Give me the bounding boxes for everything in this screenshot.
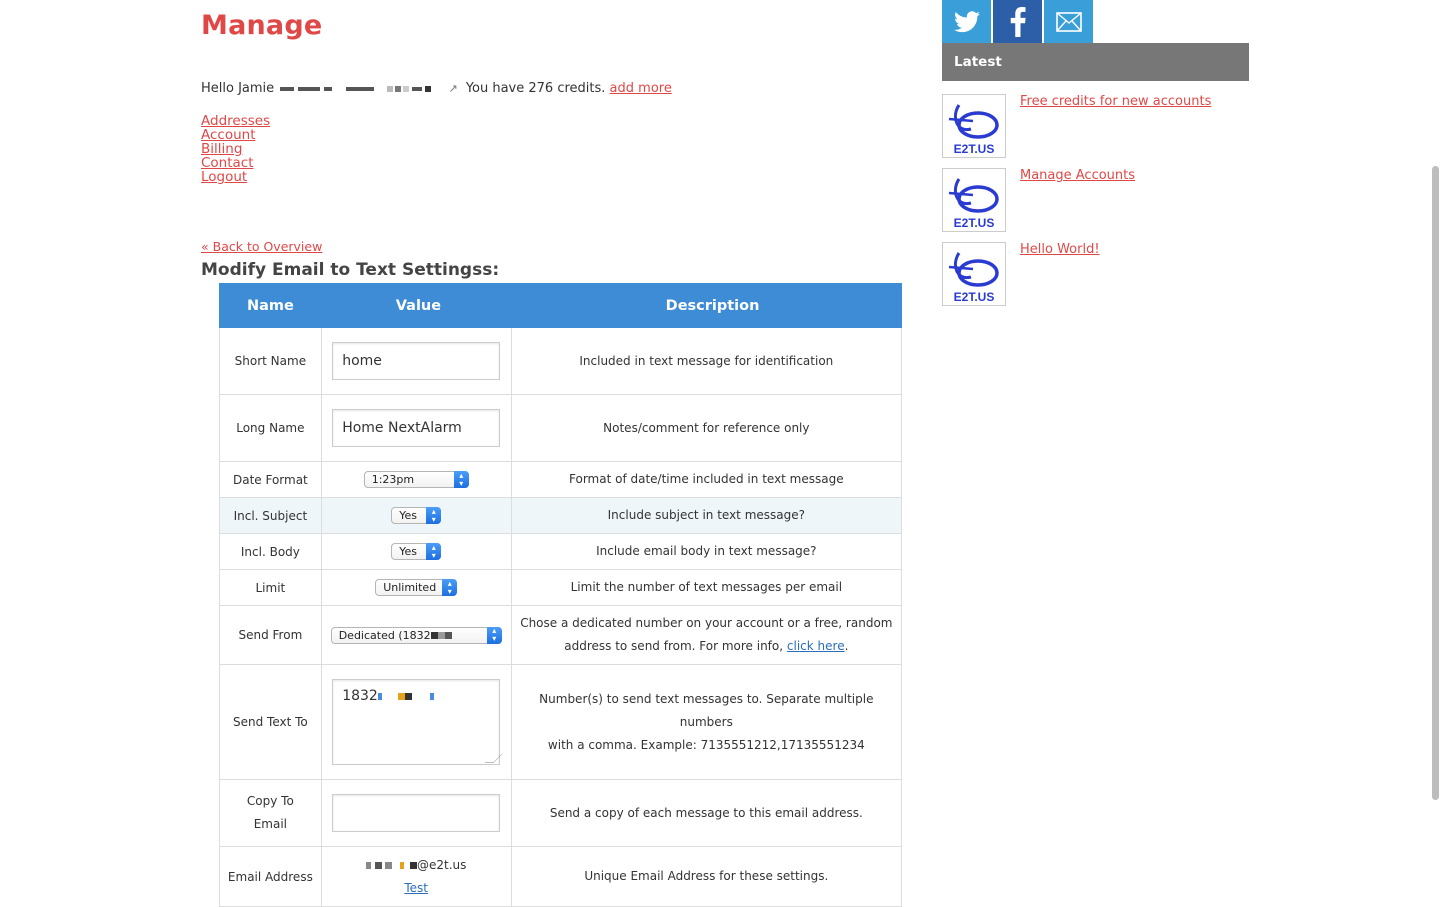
table-row bbox=[220, 570, 902, 606]
row-description bbox=[511, 606, 901, 665]
nav-link-addresses[interactable]: Addresses bbox=[201, 113, 271, 129]
row-description: Include email body in text message? bbox=[511, 534, 901, 570]
redacted-text bbox=[280, 87, 294, 91]
description-line: Number(s) to send text messages to. Separate multiple numbers bbox=[539, 691, 874, 729]
table-header-row bbox=[220, 284, 902, 328]
redacted-text bbox=[395, 86, 401, 92]
redacted-text bbox=[366, 862, 371, 869]
sidebar bbox=[942, 0, 1249, 304]
redacted-text bbox=[425, 86, 431, 92]
redacted-text bbox=[346, 87, 374, 91]
post-thumbnail[interactable] bbox=[942, 242, 1006, 306]
long-name-input[interactable]: Home NextAlarm bbox=[332, 409, 500, 447]
post-title[interactable]: Manage Accounts bbox=[1020, 168, 1136, 183]
send-text-to-textarea[interactable] bbox=[332, 679, 500, 765]
redacted-text bbox=[398, 693, 405, 700]
limit-select[interactable] bbox=[375, 579, 457, 596]
redacted-text bbox=[405, 693, 412, 700]
label-line: Copy To bbox=[246, 794, 294, 808]
include-body-select[interactable] bbox=[391, 543, 441, 560]
redacted-text bbox=[430, 693, 434, 700]
table-row bbox=[220, 395, 902, 462]
row-description: Include subject in text message? bbox=[511, 498, 901, 534]
table-row bbox=[220, 328, 902, 395]
section-title: Modify Email to Text Settingss: bbox=[201, 260, 500, 280]
email-address-value: @e2t.us bbox=[417, 857, 467, 872]
header-value: Value bbox=[321, 284, 511, 328]
e2t-logo-icon bbox=[943, 169, 1005, 231]
redacted-text bbox=[412, 87, 422, 91]
logo-text: E2T.US bbox=[953, 290, 995, 304]
redacted-text bbox=[431, 632, 438, 639]
select-value: 1:23pm bbox=[371, 473, 415, 486]
row-label: Date Format bbox=[220, 462, 322, 498]
row-label: Incl. Subject bbox=[220, 498, 322, 534]
facebook-icon bbox=[1010, 7, 1026, 37]
test-email-link[interactable]: Test bbox=[404, 880, 429, 895]
row-label: Short Name bbox=[220, 328, 322, 395]
click-here-link[interactable]: click here bbox=[786, 639, 845, 653]
credits-text: You have 276 credits. bbox=[465, 81, 606, 96]
nav-link-logout[interactable]: Logout bbox=[201, 169, 248, 185]
social-links bbox=[942, 0, 1249, 43]
row-label: Send From bbox=[220, 606, 322, 665]
redacted-text bbox=[385, 862, 392, 869]
redacted-text bbox=[387, 86, 393, 92]
select-value: Dedicated (1832 bbox=[338, 628, 431, 642]
logo-text: E2T.US bbox=[953, 216, 995, 230]
table-row bbox=[220, 534, 902, 570]
account-nav bbox=[201, 114, 270, 184]
select-value: Yes bbox=[399, 509, 417, 522]
select-value: Yes bbox=[399, 545, 417, 558]
back-to-overview-link[interactable]: « Back to Overview bbox=[201, 239, 323, 254]
row-label: Incl. Body bbox=[220, 534, 322, 570]
select-arrows-icon: ▴ ▾ bbox=[426, 507, 441, 524]
table-row bbox=[220, 606, 902, 665]
short-name-input[interactable]: home bbox=[332, 342, 500, 380]
row-label: Limit bbox=[220, 570, 322, 606]
row-description: Notes/comment for reference only bbox=[511, 395, 901, 462]
select-arrows-icon: ▴ ▾ bbox=[442, 579, 457, 596]
table-row bbox=[220, 665, 902, 780]
page-scrollbar[interactable] bbox=[1430, 0, 1440, 900]
latest-heading: Latest bbox=[942, 43, 1249, 81]
email-share-button[interactable] bbox=[1044, 0, 1093, 43]
scrollbar-thumb[interactable] bbox=[1432, 166, 1439, 800]
select-arrows-icon: ▴ ▾ bbox=[426, 543, 441, 560]
label-line: Email bbox=[253, 817, 288, 831]
row-description: Limit the number of text messages per email bbox=[511, 570, 901, 606]
greeting-line bbox=[201, 81, 672, 96]
e2t-logo-icon bbox=[943, 243, 1005, 305]
resize-grip-icon[interactable] bbox=[485, 754, 503, 763]
row-description: Format of date/time included in text message bbox=[511, 462, 901, 498]
table-row bbox=[220, 780, 902, 847]
post-title[interactable]: Free credits for new accounts bbox=[1020, 94, 1212, 109]
e2t-logo-icon bbox=[943, 95, 1005, 157]
table-row bbox=[220, 498, 902, 534]
twitter-button[interactable] bbox=[942, 0, 991, 43]
page-title: Manage bbox=[201, 10, 323, 41]
greeting-text: Hello Jamie bbox=[201, 81, 275, 96]
mail-icon bbox=[1056, 12, 1082, 32]
nav-link-account[interactable]: Account bbox=[201, 127, 256, 143]
redacted-text bbox=[403, 86, 409, 92]
post-thumbnail[interactable] bbox=[942, 168, 1006, 232]
description-line: with a comma. Example: 7135551212,17135551234 bbox=[547, 737, 865, 752]
date-format-select[interactable] bbox=[364, 471, 469, 488]
table-row bbox=[220, 462, 902, 498]
row-description: Unique Email Address for these settings. bbox=[511, 847, 901, 907]
select-arrows-icon: ▴ ▾ bbox=[487, 627, 502, 644]
add-more-credits-link[interactable]: add more bbox=[609, 81, 672, 96]
textarea-value: 1832 bbox=[342, 688, 378, 704]
description-line: Chose a dedicated number on your account or a free, random bbox=[520, 616, 893, 630]
row-description: Included in text message for identification bbox=[511, 328, 901, 395]
table-row bbox=[220, 847, 902, 907]
post-title[interactable]: Hello World! bbox=[1020, 242, 1100, 257]
facebook-button[interactable] bbox=[993, 0, 1042, 43]
redacted-text bbox=[324, 87, 332, 91]
header-name: Name bbox=[220, 284, 322, 328]
description-line: address to send from. For more info, bbox=[564, 639, 784, 653]
include-subject-select[interactable] bbox=[391, 507, 441, 524]
redacted-text bbox=[298, 87, 320, 91]
select-arrows-icon: ▴ ▾ bbox=[454, 471, 469, 488]
twitter-icon bbox=[954, 11, 980, 33]
redacted-text bbox=[400, 862, 404, 869]
arrow-icon: ↗ bbox=[448, 82, 458, 95]
row-label: Send Text To bbox=[220, 665, 322, 780]
select-value: Unlimited bbox=[383, 581, 437, 594]
nav-link-contact[interactable]: Contact bbox=[201, 155, 254, 171]
nav-link-billing[interactable]: Billing bbox=[201, 141, 243, 157]
punctuation: . bbox=[844, 639, 849, 653]
row-label: Long Name bbox=[220, 395, 322, 462]
copy-to-email-input[interactable] bbox=[332, 794, 500, 832]
row-label: Email Address bbox=[220, 847, 322, 907]
row-description: Send a copy of each message to this email address. bbox=[511, 780, 901, 847]
redacted-text bbox=[410, 862, 417, 869]
redacted-text bbox=[378, 693, 382, 700]
row-label bbox=[220, 780, 322, 847]
send-from-select[interactable] bbox=[331, 627, 502, 644]
logo-text: E2T.US bbox=[953, 142, 995, 156]
redacted-text bbox=[375, 862, 382, 869]
redacted-text bbox=[445, 632, 452, 639]
settings-table bbox=[219, 283, 902, 907]
post-thumbnail[interactable] bbox=[942, 94, 1006, 158]
row-description bbox=[511, 665, 901, 780]
redacted-text bbox=[438, 632, 445, 639]
header-description: Description bbox=[511, 284, 901, 328]
